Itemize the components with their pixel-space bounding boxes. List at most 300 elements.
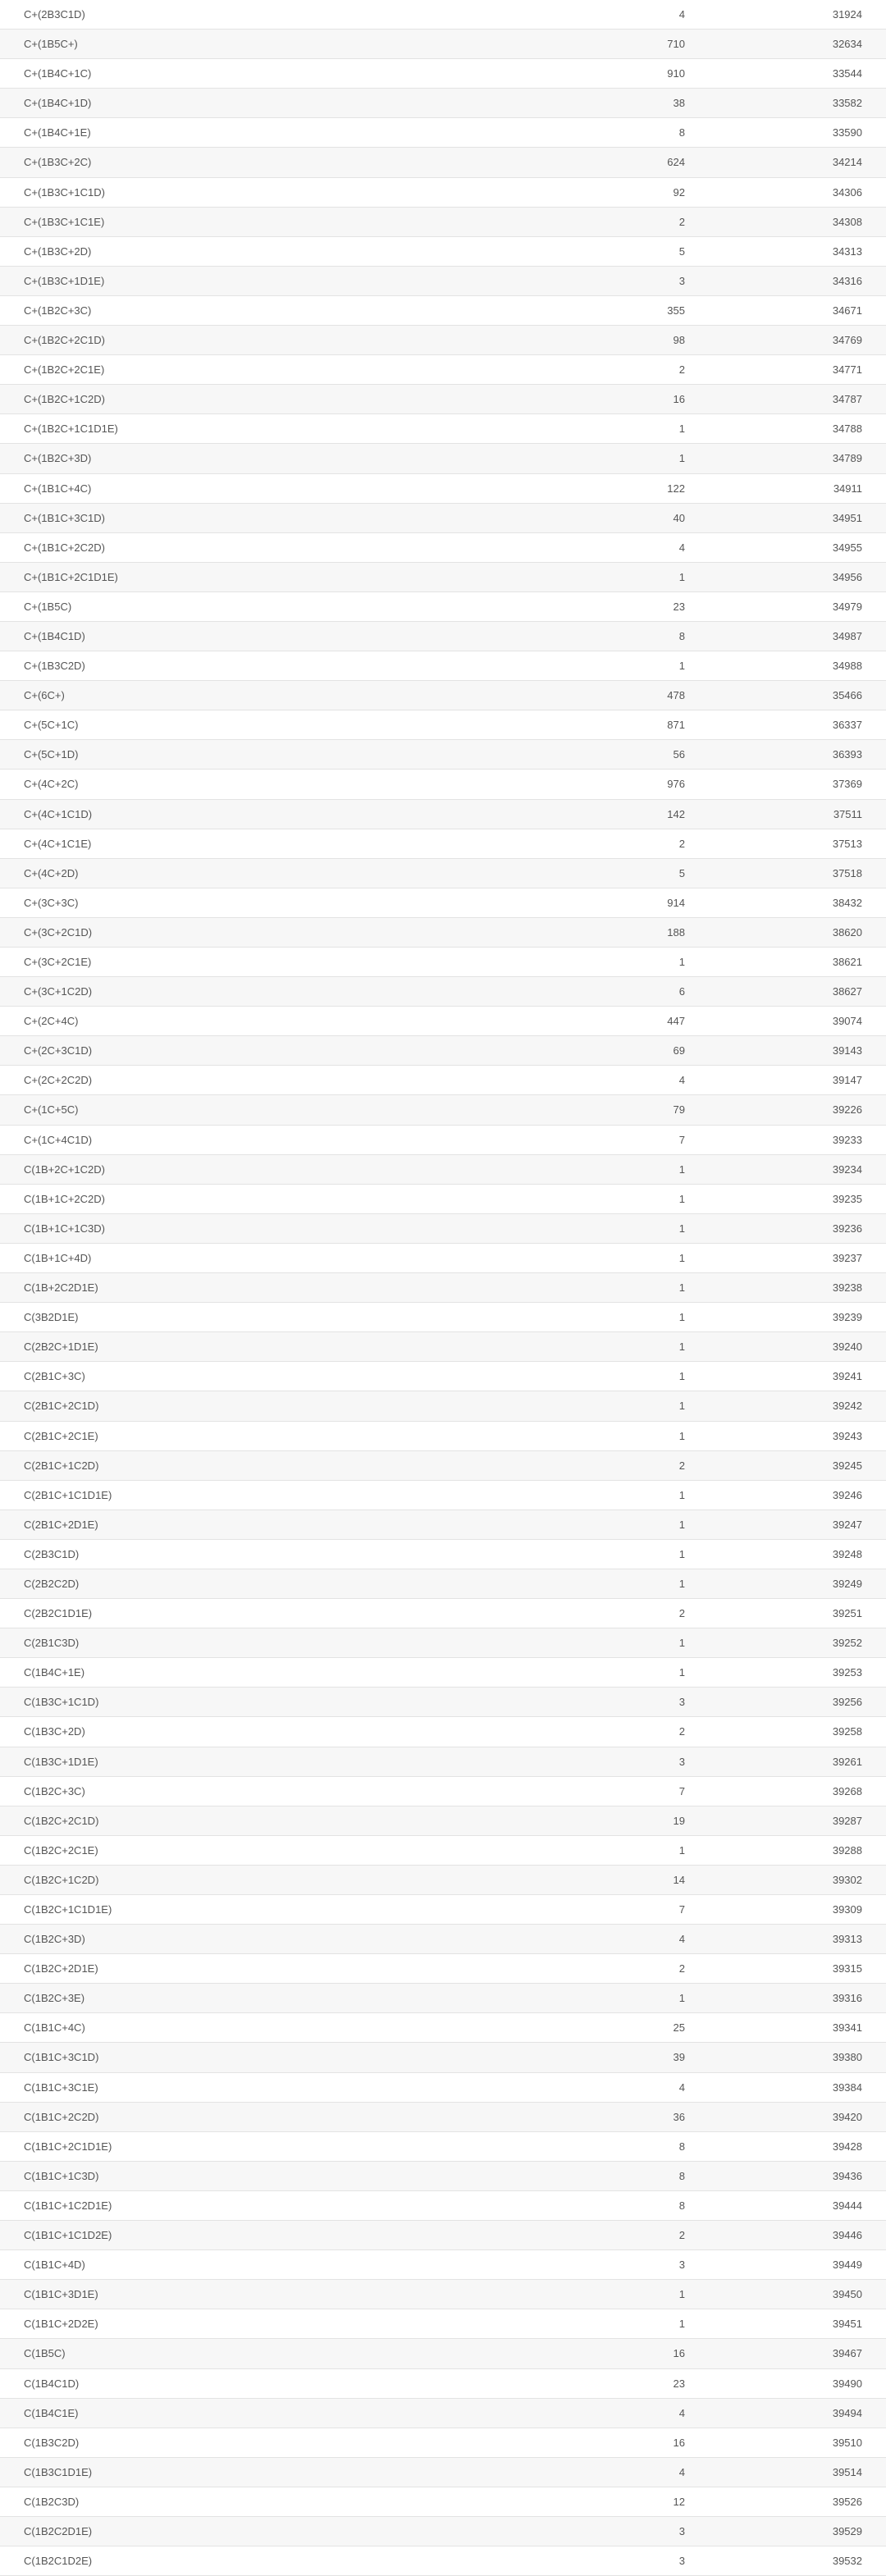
table-row [0, 1185, 886, 1214]
row-name-cell: C+(1B3C+1C1E) [24, 215, 105, 228]
row-name-cell: C(2B1C+2D1E) [24, 1518, 98, 1531]
row-total-cell: 39510 [832, 2436, 862, 2449]
row-name-cell: C+(5C+1D) [24, 748, 79, 761]
row-count-cell: 188 [667, 925, 685, 939]
row-count-cell: 122 [667, 482, 685, 495]
row-total-cell: 34771 [832, 363, 862, 377]
table-row [0, 2339, 886, 2368]
table-row [0, 1273, 886, 1303]
row-name-cell: C+(3C+3C) [24, 896, 79, 909]
row-name-cell: C(2B1C+1C2D) [24, 1459, 99, 1472]
row-count-cell: 7 [678, 1784, 685, 1797]
row-name-cell: C(1B1C+1C3D) [24, 2169, 99, 2182]
row-count-cell: 1 [678, 1281, 685, 1295]
row-count-cell: 4 [678, 1933, 685, 1946]
row-count-cell: 478 [667, 689, 685, 702]
row-name-cell: C(1B2C+3C) [24, 1784, 85, 1797]
row-count-cell: 4 [678, 1074, 685, 1087]
row-name-cell: C(2B1C+2C1D) [24, 1400, 99, 1413]
table-row [0, 1362, 886, 1391]
row-total-cell: 34956 [832, 570, 862, 583]
row-count-cell: 1 [678, 1251, 685, 1264]
row-total-cell: 39532 [832, 2555, 862, 2568]
row-count-cell: 910 [667, 67, 685, 80]
row-total-cell: 39240 [832, 1341, 862, 1354]
table-row [0, 1303, 886, 1332]
table-row [0, 2280, 886, 2309]
row-name-cell: C+(4C+2D) [24, 866, 79, 879]
row-total-cell: 34951 [832, 511, 862, 524]
row-name-cell: C(2B1C+2C1E) [24, 1429, 98, 1442]
table-row [0, 1391, 886, 1421]
row-total-cell: 39242 [832, 1400, 862, 1413]
table-row [0, 296, 886, 326]
row-count-cell: 16 [673, 2436, 685, 2449]
row-count-cell: 1 [678, 1843, 685, 1857]
row-name-cell: C(1B2C+2C1D) [24, 1814, 99, 1827]
table-row [0, 1066, 886, 1095]
row-name-cell: C(1B1C+1C1D2E) [24, 2229, 112, 2242]
row-count-cell: 4 [678, 8, 685, 21]
row-name-cell: C+(3C+2C1D) [24, 925, 93, 939]
row-count-cell: 3 [678, 274, 685, 287]
row-name-cell: C(1B+2C+1C2D) [24, 1162, 105, 1176]
row-name-cell: C(1B2C3D) [24, 2495, 80, 2508]
row-count-cell: 3 [678, 1696, 685, 1709]
row-total-cell: 39253 [832, 1666, 862, 1679]
row-count-cell: 39 [673, 2051, 685, 2064]
row-total-cell: 38621 [832, 956, 862, 968]
row-name-cell: C(1B1C+2D2E) [24, 2318, 98, 2331]
row-total-cell: 39252 [832, 1637, 862, 1650]
row-name-cell: C(1B1C+2C2D) [24, 2110, 99, 2123]
row-name-cell: C+(1B3C+1C1D) [24, 185, 105, 199]
row-total-cell: 39529 [832, 2524, 862, 2537]
table-row [0, 1806, 886, 1836]
row-total-cell: 39384 [832, 2080, 862, 2094]
table-row [0, 1599, 886, 1628]
table-row [0, 2487, 886, 2517]
row-name-cell: C(1B+1C+1C3D) [24, 1222, 105, 1235]
row-name-cell: C+(1B2C+2C1E) [24, 363, 105, 377]
row-count-cell: 38 [673, 97, 685, 110]
row-count-cell: 1 [678, 1518, 685, 1531]
row-total-cell: 39315 [832, 1962, 862, 1975]
row-count-cell: 1 [678, 1637, 685, 1650]
table-row [0, 1332, 886, 1362]
row-total-cell: 34789 [832, 452, 862, 465]
table-row [0, 563, 886, 592]
row-count-cell: 624 [667, 156, 685, 169]
row-total-cell: 39420 [832, 2110, 862, 2123]
row-count-cell: 8 [678, 2199, 685, 2212]
row-count-cell: 1 [678, 956, 685, 968]
table-row [0, 2013, 886, 2043]
row-total-cell: 34306 [832, 185, 862, 199]
row-count-cell: 7 [678, 1903, 685, 1916]
row-total-cell: 39258 [832, 1725, 862, 1738]
row-count-cell: 1 [678, 1577, 685, 1590]
table-row [0, 948, 886, 977]
row-total-cell: 34769 [832, 334, 862, 347]
row-total-cell: 39245 [832, 1459, 862, 1472]
row-total-cell: 34308 [832, 215, 862, 228]
row-total-cell: 39450 [832, 2288, 862, 2301]
table-row [0, 1244, 886, 1273]
row-total-cell: 37511 [833, 807, 862, 820]
table-row [0, 1747, 886, 1777]
table-row [0, 1717, 886, 1747]
table-row [0, 504, 886, 533]
row-count-cell: 4 [678, 541, 685, 554]
table-row [0, 1895, 886, 1925]
row-count-cell: 23 [673, 600, 685, 613]
row-total-cell: 39451 [832, 2318, 862, 2331]
table-row [0, 0, 886, 30]
table-row [0, 1155, 886, 1185]
table-row [0, 977, 886, 1007]
row-name-cell: C(2B2C+1D1E) [24, 1341, 98, 1354]
table-row [0, 2221, 886, 2250]
row-total-cell: 34788 [832, 422, 862, 436]
row-total-cell: 39446 [832, 2229, 862, 2242]
row-name-cell: C(1B4C1D) [24, 2377, 80, 2390]
row-total-cell: 31924 [832, 8, 862, 21]
table-row [0, 1510, 886, 1540]
row-count-cell: 710 [667, 38, 685, 51]
row-count-cell: 355 [667, 304, 685, 317]
row-name-cell: C+(1B5C) [24, 600, 72, 613]
row-name-cell: C(1B2C1D2E) [24, 2555, 93, 2568]
row-name-cell: C(1B2C+1C2D) [24, 1873, 99, 1886]
row-name-cell: C(1B4C1E) [24, 2406, 79, 2419]
row-total-cell: 39302 [832, 1873, 862, 1886]
row-name-cell: C(2B1C+1C1D1E) [24, 1488, 112, 1501]
row-count-cell: 2 [678, 2229, 685, 2242]
row-total-cell: 39246 [832, 1488, 862, 1501]
row-total-cell: 39241 [832, 1370, 862, 1383]
row-count-cell: 976 [667, 778, 685, 791]
row-count-cell: 3 [678, 1755, 685, 1768]
row-count-cell: 3 [678, 2259, 685, 2272]
row-name-cell: C+(1B1C+4C) [24, 482, 92, 495]
row-name-cell: C(1B3C+1D1E) [24, 1755, 98, 1768]
row-name-cell: C(1B1C+2C1D1E) [24, 2140, 112, 2153]
row-count-cell: 36 [673, 2110, 685, 2123]
row-name-cell: C(2B1C3D) [24, 1637, 80, 1650]
row-total-cell: 34988 [832, 660, 862, 673]
row-total-cell: 36393 [832, 748, 862, 761]
row-name-cell: C+(4C+2C) [24, 778, 79, 791]
table-row [0, 208, 886, 237]
row-total-cell: 39249 [832, 1577, 862, 1590]
row-total-cell: 39238 [832, 1281, 862, 1295]
table-row [0, 1214, 886, 1244]
row-total-cell: 39234 [832, 1162, 862, 1176]
row-count-cell: 4 [678, 2406, 685, 2419]
row-name-cell: C+(1B4C1D) [24, 629, 85, 642]
row-count-cell: 2 [678, 837, 685, 850]
row-total-cell: 34955 [832, 541, 862, 554]
row-name-cell: C(2B3C1D) [24, 1547, 80, 1560]
table-row [0, 1126, 886, 1155]
table-row [0, 59, 886, 89]
row-total-cell: 39490 [832, 2377, 862, 2390]
row-name-cell: C(1B4C+1E) [24, 1666, 85, 1679]
row-name-cell: C(1B+2C2D1E) [24, 1281, 98, 1295]
row-name-cell: C+(1B2C+2C1D) [24, 334, 105, 347]
row-name-cell: C+(1B3C+2C) [24, 156, 92, 169]
row-name-cell: C+(1B4C+1E) [24, 126, 91, 139]
row-total-cell: 39288 [832, 1843, 862, 1857]
row-total-cell: 38620 [832, 925, 862, 939]
row-total-cell: 34787 [832, 393, 862, 406]
row-count-cell: 56 [673, 748, 685, 761]
row-count-cell: 79 [673, 1103, 685, 1117]
row-total-cell: 36337 [832, 719, 862, 732]
row-name-cell: C+(2C+4C) [24, 1015, 79, 1028]
row-total-cell: 39380 [832, 2051, 862, 2064]
table-row [0, 859, 886, 888]
row-name-cell: C+(3C+1C2D) [24, 985, 93, 998]
row-total-cell: 39074 [832, 1015, 862, 1028]
table-row [0, 474, 886, 504]
row-count-cell: 1 [678, 1666, 685, 1679]
row-name-cell: C(1B1C+3D1E) [24, 2288, 98, 2301]
row-name-cell: C(1B1C+4C) [24, 2021, 85, 2035]
table-row [0, 2458, 886, 2487]
row-name-cell: C+(1B2C+1C2D) [24, 393, 105, 406]
row-total-cell: 39268 [832, 1784, 862, 1797]
row-total-cell: 39247 [832, 1518, 862, 1531]
row-total-cell: 39287 [832, 1814, 862, 1827]
row-name-cell: C+(1B1C+2C2D) [24, 541, 105, 554]
row-total-cell: 33544 [832, 67, 862, 80]
row-name-cell: C+(1B3C+2D) [24, 244, 92, 258]
row-name-cell: C(1B+1C+4D) [24, 1251, 92, 1264]
table-row [0, 1481, 886, 1510]
row-name-cell: C+(4C+1C1D) [24, 807, 93, 820]
row-total-cell: 39143 [832, 1044, 862, 1057]
row-count-cell: 1 [678, 452, 685, 465]
row-name-cell: C+(5C+1C) [24, 719, 79, 732]
row-total-cell: 34987 [832, 629, 862, 642]
table-row [0, 2103, 886, 2132]
row-name-cell: C+(1B1C+2C1D1E) [24, 570, 118, 583]
row-name-cell: C+(1B2C+1C1D1E) [24, 422, 118, 436]
row-count-cell: 8 [678, 126, 685, 139]
row-name-cell: C(1B2C2D1E) [24, 2524, 93, 2537]
row-total-cell: 34316 [832, 274, 862, 287]
table-row [0, 740, 886, 770]
row-count-cell: 92 [673, 185, 685, 199]
row-name-cell: C+(1B2C+3D) [24, 452, 92, 465]
table-row [0, 444, 886, 473]
table-row [0, 1007, 886, 1036]
table-row [0, 2191, 886, 2221]
row-name-cell: C+(4C+1C1E) [24, 837, 92, 850]
row-total-cell: 33590 [832, 126, 862, 139]
row-name-cell: C(1B3C+1C1D) [24, 1696, 99, 1709]
table-row [0, 267, 886, 296]
row-total-cell: 39444 [832, 2199, 862, 2212]
row-count-cell: 1 [678, 1370, 685, 1383]
table-row [0, 2369, 886, 2399]
table-row [0, 2428, 886, 2458]
table-row [0, 888, 886, 918]
row-name-cell: C(1B1C+4D) [24, 2259, 85, 2272]
row-count-cell: 19 [673, 1814, 685, 1827]
row-count-cell: 8 [678, 2169, 685, 2182]
row-name-cell: C+(1B3C+1D1E) [24, 274, 105, 287]
row-name-cell: C(2B2C2D) [24, 1577, 80, 1590]
table-row [0, 2162, 886, 2191]
table-row [0, 1777, 886, 1806]
row-count-cell: 8 [678, 2140, 685, 2153]
row-total-cell: 39494 [832, 2406, 862, 2419]
row-count-cell: 2 [678, 1459, 685, 1472]
row-name-cell: C+(2B3C1D) [24, 8, 85, 21]
row-count-cell: 1 [678, 2288, 685, 2301]
row-count-cell: 69 [673, 1044, 685, 1057]
row-name-cell: C(1B3C1D1E) [24, 2465, 93, 2478]
row-count-cell: 40 [673, 511, 685, 524]
table-row [0, 414, 886, 444]
row-total-cell: 39235 [832, 1192, 862, 1205]
row-count-cell: 142 [667, 807, 685, 820]
row-count-cell: 871 [667, 719, 685, 732]
row-total-cell: 39449 [832, 2259, 862, 2272]
row-name-cell: C(1B+1C+2C2D) [24, 1192, 105, 1205]
row-count-cell: 1 [678, 422, 685, 436]
row-total-cell: 34214 [832, 156, 862, 169]
table-row [0, 1688, 886, 1717]
row-count-cell: 2 [678, 1962, 685, 1975]
row-total-cell: 39526 [832, 2495, 862, 2508]
row-name-cell: C+(3C+2C1E) [24, 956, 92, 968]
row-count-cell: 16 [673, 393, 685, 406]
row-count-cell: 1 [678, 1547, 685, 1560]
row-count-cell: 4 [678, 2465, 685, 2478]
row-name-cell: C(1B3C+2D) [24, 1725, 85, 1738]
table-row [0, 385, 886, 414]
table-row [0, 622, 886, 651]
row-total-cell: 39256 [832, 1696, 862, 1709]
table-row [0, 89, 886, 118]
table-row [0, 1451, 886, 1481]
row-count-cell: 1 [678, 570, 685, 583]
row-count-cell: 1 [678, 1992, 685, 2005]
row-count-cell: 6 [678, 985, 685, 998]
row-name-cell: C(1B2C+3D) [24, 1933, 85, 1946]
row-name-cell: C+(1B1C+3C1D) [24, 511, 105, 524]
row-count-cell: 25 [673, 2021, 685, 2035]
table-row [0, 178, 886, 208]
row-name-cell: C+(1B4C+1D) [24, 97, 92, 110]
table-row [0, 829, 886, 859]
row-count-cell: 1 [678, 1162, 685, 1176]
row-count-cell: 914 [667, 896, 685, 909]
row-count-cell: 1 [678, 660, 685, 673]
table-row [0, 710, 886, 740]
table-row [0, 1036, 886, 1066]
row-count-cell: 2 [678, 1607, 685, 1620]
table-row [0, 651, 886, 681]
table-row [0, 1954, 886, 1984]
row-count-cell: 4 [678, 2080, 685, 2094]
table-row [0, 148, 886, 177]
row-total-cell: 34979 [832, 600, 862, 613]
row-name-cell: C(2B2C1D1E) [24, 1607, 93, 1620]
table-row [0, 800, 886, 829]
table-row [0, 1866, 886, 1895]
row-count-cell: 3 [678, 2555, 685, 2568]
row-name-cell: C(1B1C+3C1E) [24, 2080, 98, 2094]
table-row [0, 118, 886, 148]
row-total-cell: 34911 [833, 482, 862, 495]
row-name-cell: C(1B5C) [24, 2347, 66, 2360]
row-total-cell: 39514 [832, 2465, 862, 2478]
row-count-cell: 5 [678, 244, 685, 258]
table-row [0, 2073, 886, 2103]
row-count-cell: 3 [678, 2524, 685, 2537]
row-total-cell: 33582 [832, 97, 862, 110]
row-count-cell: 1 [678, 1400, 685, 1413]
table-row [0, 237, 886, 267]
row-total-cell: 37513 [832, 837, 862, 850]
row-total-cell: 39261 [832, 1755, 862, 1768]
row-count-cell: 447 [667, 1015, 685, 1028]
row-name-cell: C+(1C+5C) [24, 1103, 79, 1117]
table-row [0, 326, 886, 355]
row-total-cell: 39248 [832, 1547, 862, 1560]
table-row [0, 355, 886, 385]
row-count-cell: 1 [678, 1488, 685, 1501]
row-total-cell: 39467 [832, 2347, 862, 2360]
row-name-cell: C+(1B4C+1C) [24, 67, 92, 80]
row-total-cell: 39233 [832, 1133, 862, 1146]
table-row [0, 533, 886, 563]
table-row [0, 1569, 886, 1599]
row-count-cell: 98 [673, 334, 685, 347]
row-count-cell: 8 [678, 629, 685, 642]
row-total-cell: 39428 [832, 2140, 862, 2153]
row-name-cell: C+(1B5C+) [24, 38, 78, 51]
table-row [0, 2399, 886, 2428]
row-total-cell: 37369 [832, 778, 862, 791]
row-count-cell: 2 [678, 363, 685, 377]
row-total-cell: 39147 [832, 1074, 862, 1087]
row-total-cell: 34313 [832, 244, 862, 258]
table-row [0, 1658, 886, 1688]
row-name-cell: C+(2C+2C2D) [24, 1074, 93, 1087]
row-count-cell: 16 [673, 2347, 685, 2360]
row-name-cell: C+(1B3C2D) [24, 660, 85, 673]
row-count-cell: 1 [678, 1311, 685, 1324]
row-total-cell: 34671 [832, 304, 862, 317]
row-name-cell: C(1B2C+1C1D1E) [24, 1903, 112, 1916]
row-name-cell: C(3B2D1E) [24, 1311, 79, 1324]
row-name-cell: C+(1C+4C1D) [24, 1133, 93, 1146]
row-count-cell: 5 [678, 866, 685, 879]
table-row [0, 592, 886, 622]
row-count-cell: 1 [678, 1429, 685, 1442]
row-total-cell: 39251 [832, 1607, 862, 1620]
row-name-cell: C(1B1C+1C2D1E) [24, 2199, 112, 2212]
table-row [0, 1836, 886, 1866]
row-name-cell: C(1B2C+2C1E) [24, 1843, 98, 1857]
table-row [0, 1095, 886, 1125]
